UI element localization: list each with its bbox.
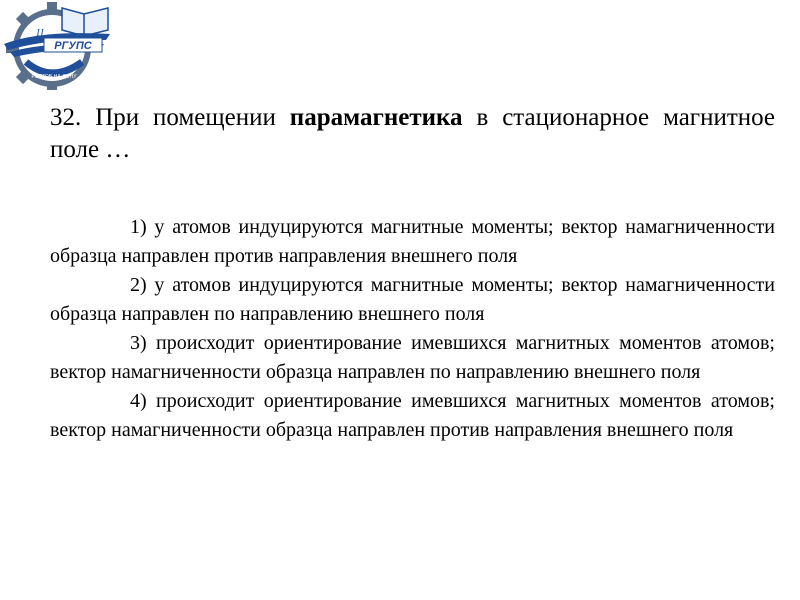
answer-option-4: 4) происходит ориентирование имевшихся магнитных моментов атомов; вектор намагниченности образца направлен против направления внешнего поля <box>50 390 775 441</box>
answer-option-3: 3) происходит ориентирование имевшихся магнитных моментов атомов; вектор намагниченности образца направлен по направлению внешнего поля <box>50 332 775 383</box>
question-text-before: При помещении <box>95 104 276 131</box>
question-number: 32. <box>50 104 82 131</box>
logo-text: РГУПС <box>54 40 92 52</box>
answer-option-1: 1) у атомов индуцируются магнитные моменты; вектор намагниченности образца направлен против направления внешнего поля <box>50 216 775 267</box>
question-bold-term: парамагнетика <box>289 104 463 131</box>
university-logo <box>0 0 118 90</box>
question-text-after: в стационарное магнитное поле … <box>50 104 776 163</box>
rgups-emblem-icon <box>0 0 118 90</box>
logo-subtitle: РОСТОВ-НА-ДОНУ <box>31 74 77 80</box>
logo-letter: Ц <box>36 28 44 39</box>
answer-list <box>50 213 775 445</box>
answer-option-2: 2) у атомов индуцируются магнитные моменты; вектор намагниченности образца направлен по направлению внешнего поля <box>50 274 775 325</box>
question-text <box>50 102 775 166</box>
